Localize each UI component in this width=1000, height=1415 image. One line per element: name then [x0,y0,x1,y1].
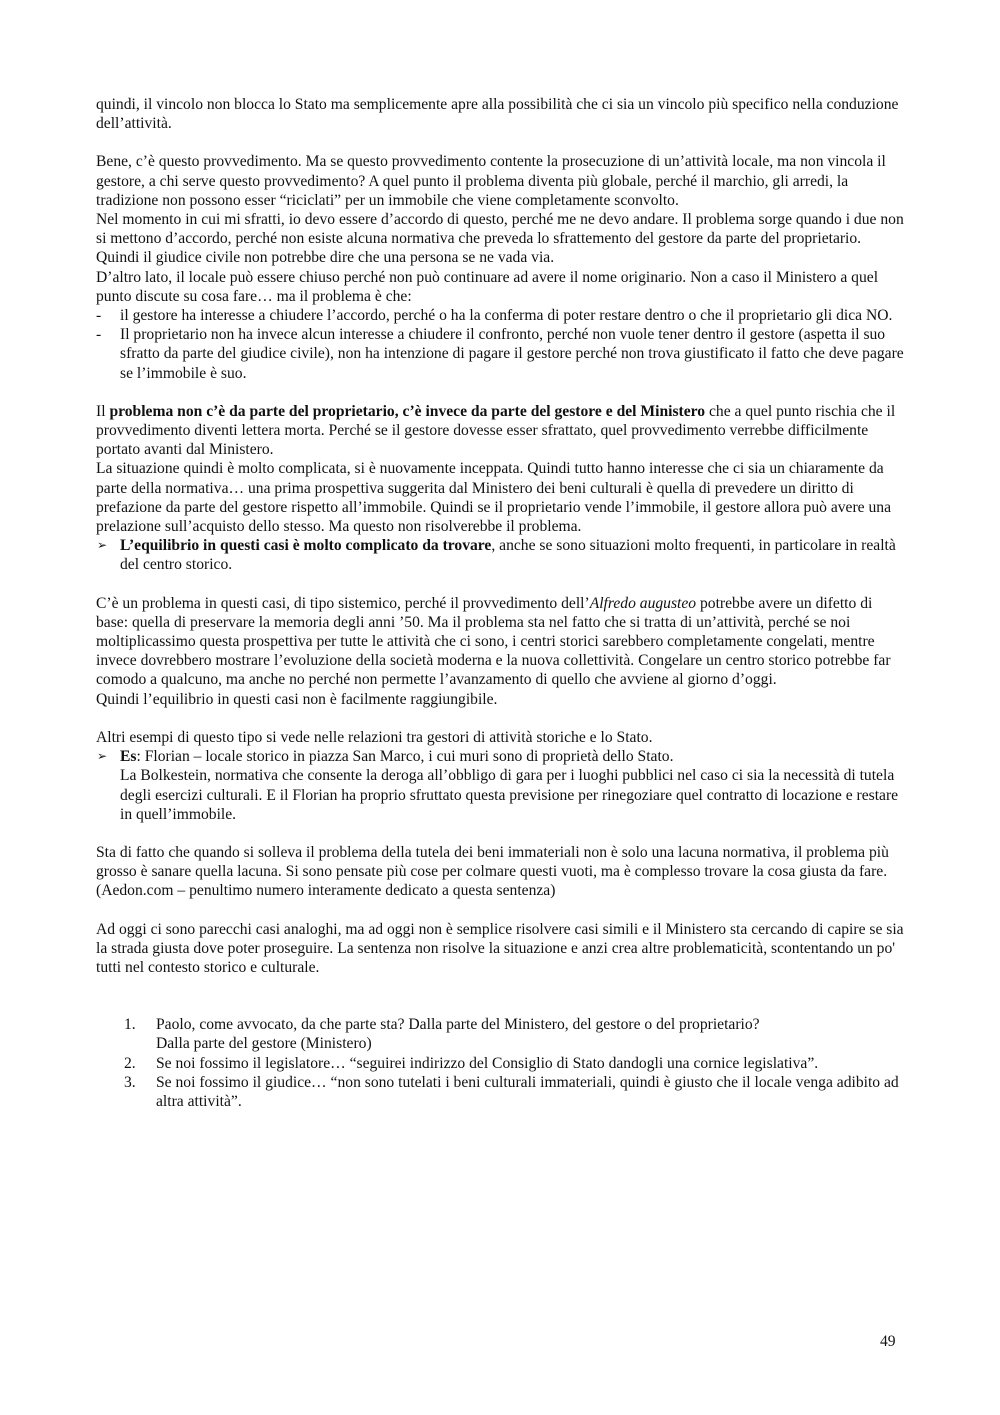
paragraph: Sta di fatto che quando si solleva il problema della tutela dei beni immateriali non è solo una lacuna normativa, il problema più grosso è sanare quella lacuna. Si sono pensate più cose per colmare questi vuoti, ma è complesso trovare la cosa giusta da fare. [96,843,889,881]
paragraph [96,594,908,690]
list-item-text: Il proprietario non ha invece alcun interesse a chiudere il confronto, perché non vuole tener dentro il gestore (aspetta il suo sfratto da parte del giudice civile), non ha intenzione di pagare il gestore perché non trova giustificato il fatto che deve pagare se l’immobile è suo. [120,326,904,382]
spacer [96,575,908,594]
item-number: 3. [124,1073,136,1091]
bold-text: problema non c’è da parte del proprietario, c’è invece da parte del gestore e del Ministero [109,402,706,420]
page-number: 49 [880,1333,896,1350]
list-item-text: il gestore ha interesse a chiudere l’accordo, perché o ha la conferma di poter restare dentro o che il proprietario gli dica NO. [120,307,893,325]
paragraph: Bene, c’è questo provvedimento. Ma se questo provvedimento contente la prosecuzione di un’attività locale, ma non vincola il gestore, a chi serve questo provvedimento? A quel punto il problema diventa più globale, perché il marchio, gli arredi, la tradizione non possono esser “riciclati” per un immobile che viene completamente sconvolto. [96,153,886,209]
paragraph: La situazione quindi è molto complicata, si è nuovamente inceppata. Quindi tutto hanno interesse che ci sia un chiaramente da parte della normativa… una prima prospettiva suggerita dal Ministero dei beni culturali è quella di prevedere un diritto di prefazione da parte del gestore rispetto all’immobile. Quindi se il proprietario vende l’immobile, il gestore allora può avere una prelazione sull’acquisto dello stesso. Ma questo non risolverebbe il problema. [96,460,892,536]
text-span: , anche se sono situazioni molto frequenti, in particolare in realtà del centro storico. [120,537,896,574]
text-span: potrebbe avere un difetto di base: quella di preservare la memoria degli anni ’50. Ma il problema sta nel fatto che si tratta di un’attività, perché se noi moltiplicassimo questa prospettiva per tutte le attività che ci sono, i centri storici sarebbero completamente congelati, mentre invece dovrebbero mostrare l’evoluzione della società moderna e la nuova collettività. Congelare un centro storico potrebbe far comodo a qualcuno, ma anche no perché non permette l’avanzamento di quello che avviene al giorno d’oggi. [96,594,891,689]
list-item [96,536,908,574]
text-span: che a quel punto rischia che il provvedimento diventi lettera morta. Perché se il gestore dovesse esser sfrattato, quel provvedimento verrebbe difficilmente portato avanti dal Ministero. [96,402,896,459]
spacer [96,824,908,843]
numbered-item-text: Paolo, come avvocato, da che parte sta? Dalla parte del Ministero, del gestore o del proprietario? [156,1016,760,1034]
bold-text: Es [120,748,137,766]
text-span: C’è un problema in questi casi, di tipo sistemico, perché il provvedimento dell’ [96,594,590,612]
numbered-item-text: Dalla parte del gestore (Ministero) [156,1035,372,1053]
bold-text: L’equilibrio in questi casi è molto complicato da trovare [120,537,492,555]
numbered-item-text: Se noi fossimo il legislatore… “seguirei indirizzo del Consiglio di Stato dandogli una cornice legislativa”. [156,1054,819,1072]
paragraph: quindi, il vincolo non blocca lo Stato ma semplicemente apre alla possibilità che ci sia un vincolo più specifico nella conduzione dell’attività. [96,96,899,133]
spacer [96,383,908,402]
arrow-bullet-icon: ➢ [97,538,108,553]
paragraph: Quindi l’equilibrio in questi casi non è facilmente raggiungibile. [96,690,498,708]
paragraph: D’altro lato, il locale può essere chiuso perché non può continuare ad avere il nome originario. Non a caso il Ministero a quel punto discute su cosa fare… ma il problema è che: [96,268,879,305]
numbered-item [96,1073,908,1111]
item-number: 1. [124,1016,136,1034]
paragraph: Altri esempi di questo tipo si vede nelle relazioni tra gestori di attività storiche e lo Stato. [96,728,653,746]
numbered-item-text: Se noi fossimo il giudice… “non sono tutelati i beni culturali immateriali, quindi è giusto che il locale venga adibito ad altra attività”. [156,1073,899,1110]
numbered-item [96,1015,908,1053]
spacer [96,133,908,152]
paragraph [96,402,908,460]
arrow-bullet-icon: ➢ [97,749,108,764]
spacer [96,996,908,1015]
item-number: 2. [124,1054,136,1072]
text-span: Il [96,402,110,420]
paragraph: Nel momento in cui mi sfratti, io devo essere d’accordo di questo, perché me ne devo andare. Il problema sorge quando i due non si mettono d’accordo, perché non esiste alcuna normativa che preveda lo sfrattemento del gestore da parte del proprietario. Quindi il giudice civile non potrebbe dire che una persona se ne vada via. [96,211,904,267]
spacer [96,977,908,996]
italic-text: Alfredo augusteo [589,594,697,612]
dash-marker: - [96,326,102,344]
list-item [96,325,908,383]
spacer [96,901,908,920]
dash-marker: - [96,307,102,325]
list-item [96,747,908,824]
paragraph: (Aedon.com – penultimo numero interamente dedicato a questa sentenza) [96,882,556,900]
list-item-text: La Bolkestein, normativa che consente la deroga all’obbligo di gara per i luoghi pubblici nel caso ci sia la necessità di tutela degli esercizi culturali. E il Florian ha proprio sfruttato questa previsione per rinegoziare quel contratto di locazione e restare in quell’immobile. [120,767,899,823]
spacer [96,709,908,728]
paragraph: Ad oggi ci sono parecchi casi analoghi, ma ad oggi non è semplice risolvere casi simili e il Ministero sta cercando di capire se sia la strada giusta dove poter proseguire. La sentenza non risolve la situazione e anzi crea altre problematicità, scontentando un po' tutti nel contesto storico e culturale. [96,920,904,976]
numbered-item [96,1054,908,1073]
document-page [96,95,908,1111]
text-span: : Florian – locale storico in piazza San Marco, i cui muri sono di proprietà dello Stato. [136,748,674,766]
list-item [96,306,908,325]
